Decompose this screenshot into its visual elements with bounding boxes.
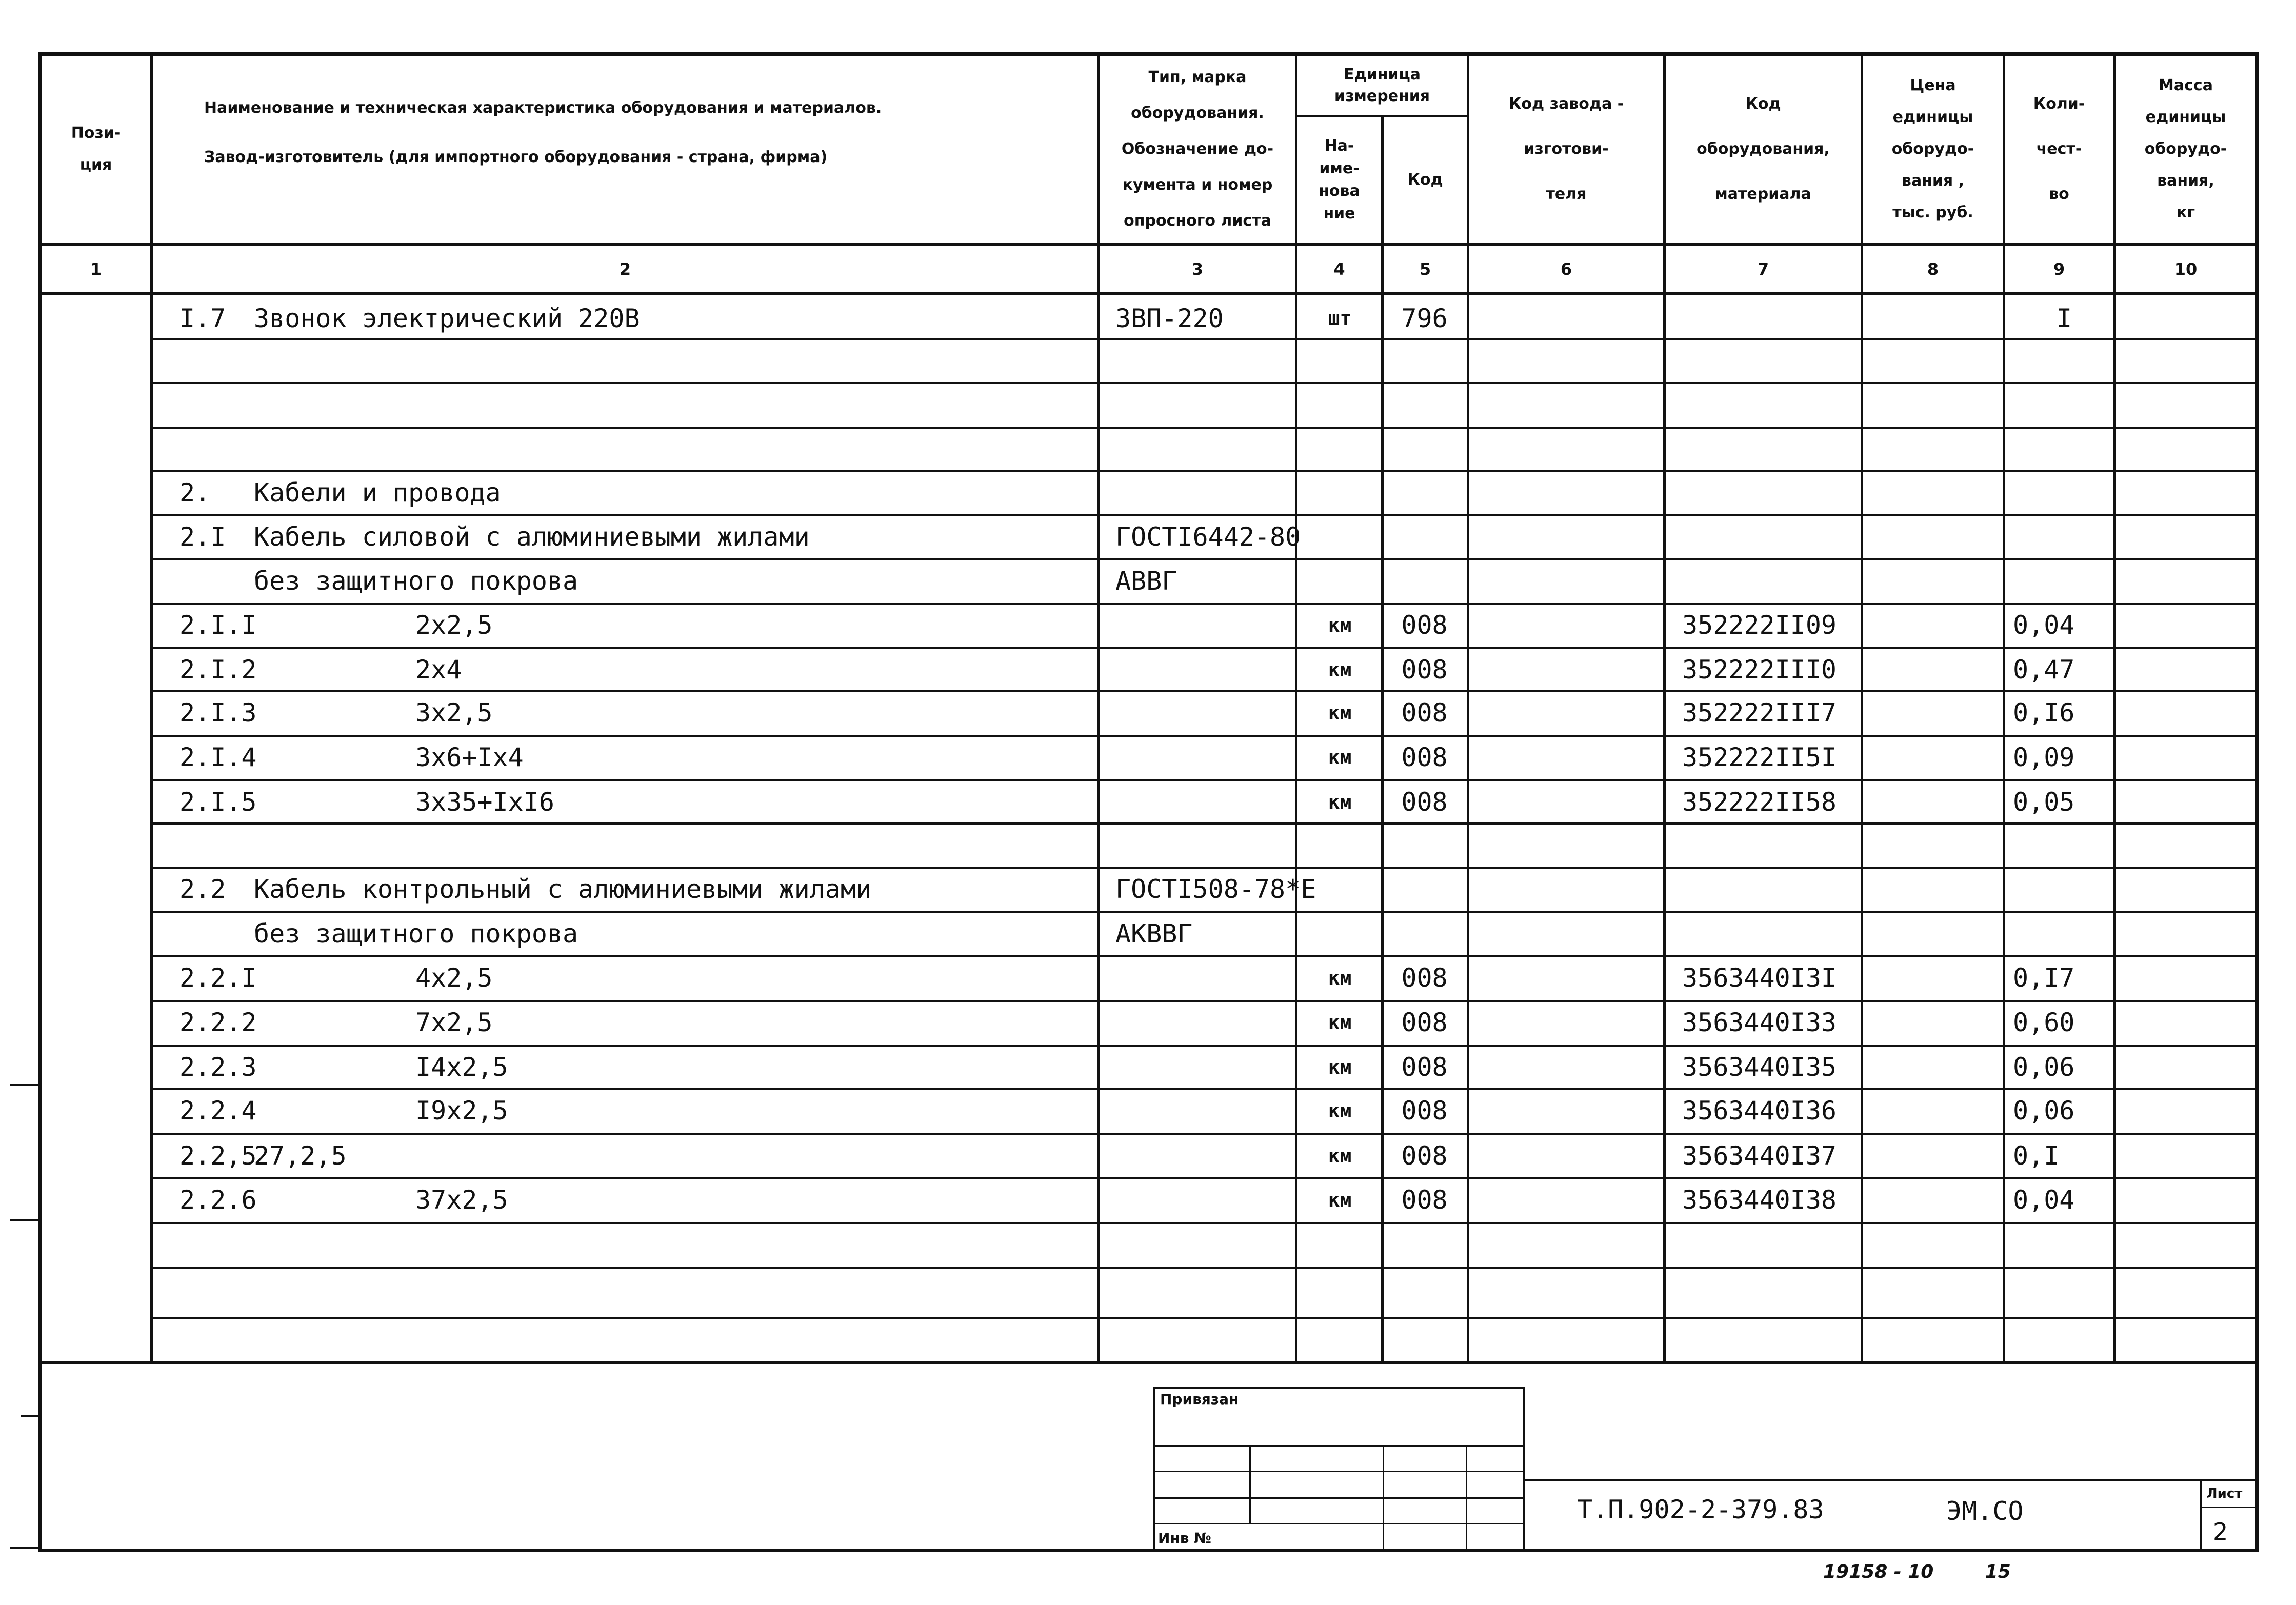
cell-code: 352222III0 bbox=[1682, 655, 1837, 685]
table-row bbox=[154, 514, 2257, 559]
cell-name: I4х2,5 bbox=[415, 1052, 508, 1082]
cell-qty: 0,I6 bbox=[2013, 698, 2075, 728]
cell-name: 3х2,5 bbox=[415, 698, 493, 728]
cell-unit-code: 796 bbox=[1401, 304, 1448, 333]
table-row bbox=[154, 382, 2257, 427]
header-unit-name: На- име- нова ние bbox=[1319, 137, 1360, 223]
cell-unit-code: 008 bbox=[1401, 1096, 1448, 1126]
binding-tick-4 bbox=[10, 1547, 42, 1549]
cell-unit: км bbox=[1328, 1011, 1352, 1034]
table-row bbox=[154, 647, 2257, 692]
cell-code: 3563440I36 bbox=[1682, 1096, 1837, 1126]
cell-qty: 0,06 bbox=[2013, 1096, 2075, 1126]
cell-pos: 2.I.4 bbox=[179, 743, 257, 772]
table-row bbox=[154, 1222, 2257, 1267]
sheet-number: 2 bbox=[2213, 1518, 2228, 1546]
cell-name: 4х2,5 bbox=[415, 963, 493, 993]
table-row bbox=[154, 1133, 2257, 1178]
cell-unit: км bbox=[1328, 1056, 1352, 1078]
cell-pos: 2.2 bbox=[179, 874, 226, 904]
frame-bottom bbox=[38, 1549, 2259, 1552]
cell-qty: 0,06 bbox=[2013, 1052, 2075, 1082]
binding-tick-3 bbox=[21, 1415, 42, 1417]
colnum-1: 1 bbox=[90, 259, 102, 279]
cell-pos: 2.I.I bbox=[179, 610, 257, 640]
table-row bbox=[154, 1045, 2257, 1090]
cell-name: 2х2,5 bbox=[415, 610, 493, 640]
stamp-col-2 bbox=[1383, 1445, 1384, 1550]
cell-name: Кабели и провода bbox=[254, 478, 501, 508]
header-type: Тип, марка оборудования. Обозначение до- кумента и номер опросного листа bbox=[1121, 68, 1274, 230]
colnum-bottom-line bbox=[38, 292, 2259, 295]
cell-pos: 2.2.2 bbox=[179, 1008, 257, 1037]
cell-qty: 0,04 bbox=[2013, 610, 2075, 640]
cell-name: 7х2,5 bbox=[415, 1008, 493, 1037]
header-name: Наименование и техническая характеристика оборудования и материалов. Завод-изготовитель (для импортного оборудования - страна, фирма) bbox=[204, 99, 882, 166]
colnum-2: 2 bbox=[619, 259, 631, 279]
cell-name: без защитного покрова bbox=[254, 919, 578, 949]
cell-name: Звонок электрический 220В bbox=[254, 304, 640, 333]
header-unit-code: Код bbox=[1407, 171, 1443, 189]
cell-qty: 0,I bbox=[2013, 1141, 2060, 1171]
header-unit-mass: Масса единицы оборудо- вания, кг bbox=[2144, 76, 2227, 222]
cell-code: 3563440I35 bbox=[1682, 1052, 1837, 1082]
cell-code: 3563440I3I bbox=[1682, 963, 1837, 993]
header-unit-price: Цена единицы оборудо- вания , тыс. руб. bbox=[1891, 76, 1974, 222]
cell-name: 2х4 bbox=[415, 655, 462, 685]
table-row bbox=[154, 1088, 2257, 1133]
cell-unit: км bbox=[1328, 1145, 1352, 1167]
table-row bbox=[154, 1317, 2257, 1362]
cell-qty: 0,04 bbox=[2013, 1185, 2075, 1215]
cell-type: АВВГ bbox=[1115, 566, 1177, 596]
cell-unit-code: 008 bbox=[1401, 963, 1448, 993]
stamp-inv-label: Инв № bbox=[1158, 1530, 1211, 1547]
cell-pos: 2.I.5 bbox=[179, 787, 257, 817]
cell-unit-code: 008 bbox=[1401, 698, 1448, 728]
cell-qty: 0,60 bbox=[2013, 1008, 2075, 1037]
table-row bbox=[154, 1000, 2257, 1045]
cell-pos: 2.2.3 bbox=[179, 1052, 257, 1082]
cell-pos: 2.2,5 bbox=[179, 1141, 257, 1171]
cell-unit-code: 008 bbox=[1401, 655, 1448, 685]
cell-pos: 2.2.I bbox=[179, 963, 257, 993]
cell-type: ГОСТI6442-80 bbox=[1115, 522, 1301, 552]
colnum-5: 5 bbox=[1419, 259, 1431, 279]
colnum-3: 3 bbox=[1191, 259, 1204, 279]
table-row bbox=[154, 1267, 2257, 1312]
cell-unit-code: 008 bbox=[1401, 787, 1448, 817]
table-row bbox=[154, 690, 2257, 735]
stamp-left bbox=[1153, 1387, 1155, 1550]
archive-number: 19158 - 10 15 bbox=[1823, 1561, 2011, 1582]
cell-unit-code: 008 bbox=[1401, 1185, 1448, 1215]
cell-code: 352222II09 bbox=[1682, 610, 1837, 640]
cell-code: 3563440I38 bbox=[1682, 1185, 1837, 1215]
cell-pos: I.7 bbox=[179, 304, 226, 333]
table-row bbox=[154, 779, 2257, 825]
cell-type: ЗВП-220 bbox=[1115, 304, 1224, 333]
cell-name: 37х2,5 bbox=[415, 1185, 508, 1215]
cell-name: без защитного покрова bbox=[254, 566, 578, 596]
header-quantity: Коли- чест- во bbox=[2033, 95, 2085, 203]
cell-code: 352222III7 bbox=[1682, 698, 1837, 728]
cell-pos: 2. bbox=[179, 478, 211, 508]
cell-type: АКВВГ bbox=[1115, 919, 1193, 949]
table-row bbox=[154, 1177, 2257, 1222]
binding-tick-1 bbox=[10, 1084, 42, 1086]
stamp-top bbox=[1153, 1387, 1525, 1389]
colnum-6: 6 bbox=[1560, 259, 1572, 279]
table-row bbox=[154, 735, 2257, 780]
cell-unit: км bbox=[1328, 791, 1352, 813]
table-row bbox=[154, 427, 2257, 472]
cell-qty: I bbox=[2056, 304, 2072, 333]
stamp-col-1 bbox=[1249, 1445, 1251, 1523]
stamp-row-3 bbox=[1153, 1497, 1525, 1499]
cell-pos: 2.2.6 bbox=[179, 1185, 257, 1215]
table-row bbox=[154, 558, 2257, 604]
designation-code: Т.П.902-2-379.83 bbox=[1577, 1495, 1824, 1524]
colnum-9: 9 bbox=[2053, 259, 2065, 279]
cell-unit: км bbox=[1328, 701, 1352, 724]
stamp-col-3 bbox=[1466, 1445, 1467, 1550]
cell-name: Кабель силовой с алюминиевыми жилами bbox=[254, 522, 810, 552]
cell-pos: 2.2.4 bbox=[179, 1096, 257, 1126]
frame-left bbox=[38, 52, 42, 1552]
sheet-label: Лист bbox=[2206, 1486, 2243, 1501]
cell-unit: км bbox=[1328, 658, 1352, 681]
header-position: Пози- ция bbox=[71, 124, 121, 174]
binding-tick-2 bbox=[10, 1219, 42, 1221]
frame-top bbox=[38, 52, 2259, 56]
table-row bbox=[154, 911, 2257, 956]
cell-code: 3563440I33 bbox=[1682, 1008, 1837, 1037]
table-row bbox=[154, 338, 2257, 384]
colnum-4: 4 bbox=[1333, 259, 1345, 279]
cell-type: ГОСТI508-78*Е bbox=[1115, 874, 1316, 904]
cell-pos: 2.I.2 bbox=[179, 655, 257, 685]
cell-code: 3563440I37 bbox=[1682, 1141, 1837, 1171]
table-row bbox=[154, 822, 2257, 868]
colnum-8: 8 bbox=[1927, 259, 1939, 279]
cell-unit-code: 008 bbox=[1401, 1008, 1448, 1037]
header-equipment-code: Код оборудования, материала bbox=[1696, 95, 1830, 203]
cell-unit-code: 008 bbox=[1401, 743, 1448, 772]
table-row bbox=[154, 470, 2257, 515]
cell-unit: км bbox=[1328, 1189, 1352, 1211]
sheet-box-divider bbox=[2200, 1507, 2259, 1508]
cell-name: I9х2,5 bbox=[415, 1096, 508, 1126]
cell-unit: км bbox=[1328, 614, 1352, 636]
cell-qty: 0,I7 bbox=[2013, 963, 2075, 993]
cell-name: 3х6+Iх4 bbox=[415, 743, 524, 772]
cell-unit: шт bbox=[1328, 307, 1352, 330]
cell-pos: 2.I.3 bbox=[179, 698, 257, 728]
table-row bbox=[154, 603, 2257, 648]
cell-pos: 2.I bbox=[179, 522, 226, 552]
cell-name: Кабель контрольный с алюминиевыми жилами bbox=[254, 874, 872, 904]
title-block-top bbox=[1525, 1479, 2259, 1481]
cell-name: 3х35+IхI6 bbox=[415, 787, 554, 817]
header-unit-group: Единица измерения bbox=[1334, 66, 1430, 105]
sheet-box-left bbox=[2200, 1479, 2202, 1551]
stamp-row-4 bbox=[1153, 1523, 1525, 1524]
section-code: ЭМ.СО bbox=[1946, 1496, 2024, 1526]
stamp-right bbox=[1523, 1387, 1525, 1550]
stamp-row-1 bbox=[1153, 1445, 1525, 1447]
cell-unit: км bbox=[1328, 746, 1352, 769]
cell-unit-code: 008 bbox=[1401, 610, 1448, 640]
cell-qty: 0,05 bbox=[2013, 787, 2075, 817]
cell-unit-code: 008 bbox=[1401, 1052, 1448, 1082]
header-plant-code: Код завода - изготови- теля bbox=[1508, 95, 1624, 203]
colnum-10: 10 bbox=[2174, 259, 2198, 279]
colnum-7: 7 bbox=[1757, 259, 1769, 279]
cell-unit-code: 008 bbox=[1401, 1141, 1448, 1171]
cell-qty: 0,09 bbox=[2013, 743, 2075, 772]
cell-code: 352222II5I bbox=[1682, 743, 1837, 772]
cell-unit: км bbox=[1328, 1099, 1352, 1122]
cell-qty: 0,47 bbox=[2013, 655, 2075, 685]
stamp-row-2 bbox=[1153, 1471, 1525, 1472]
table-row bbox=[154, 955, 2257, 1000]
cell-name: 27,2,5 bbox=[254, 1141, 347, 1171]
stamp-bound-label: Привязан bbox=[1160, 1391, 1239, 1408]
cell-unit: км bbox=[1328, 967, 1352, 989]
cell-code: 352222II58 bbox=[1682, 787, 1837, 817]
table-row bbox=[154, 296, 2257, 341]
table-row bbox=[154, 867, 2257, 912]
